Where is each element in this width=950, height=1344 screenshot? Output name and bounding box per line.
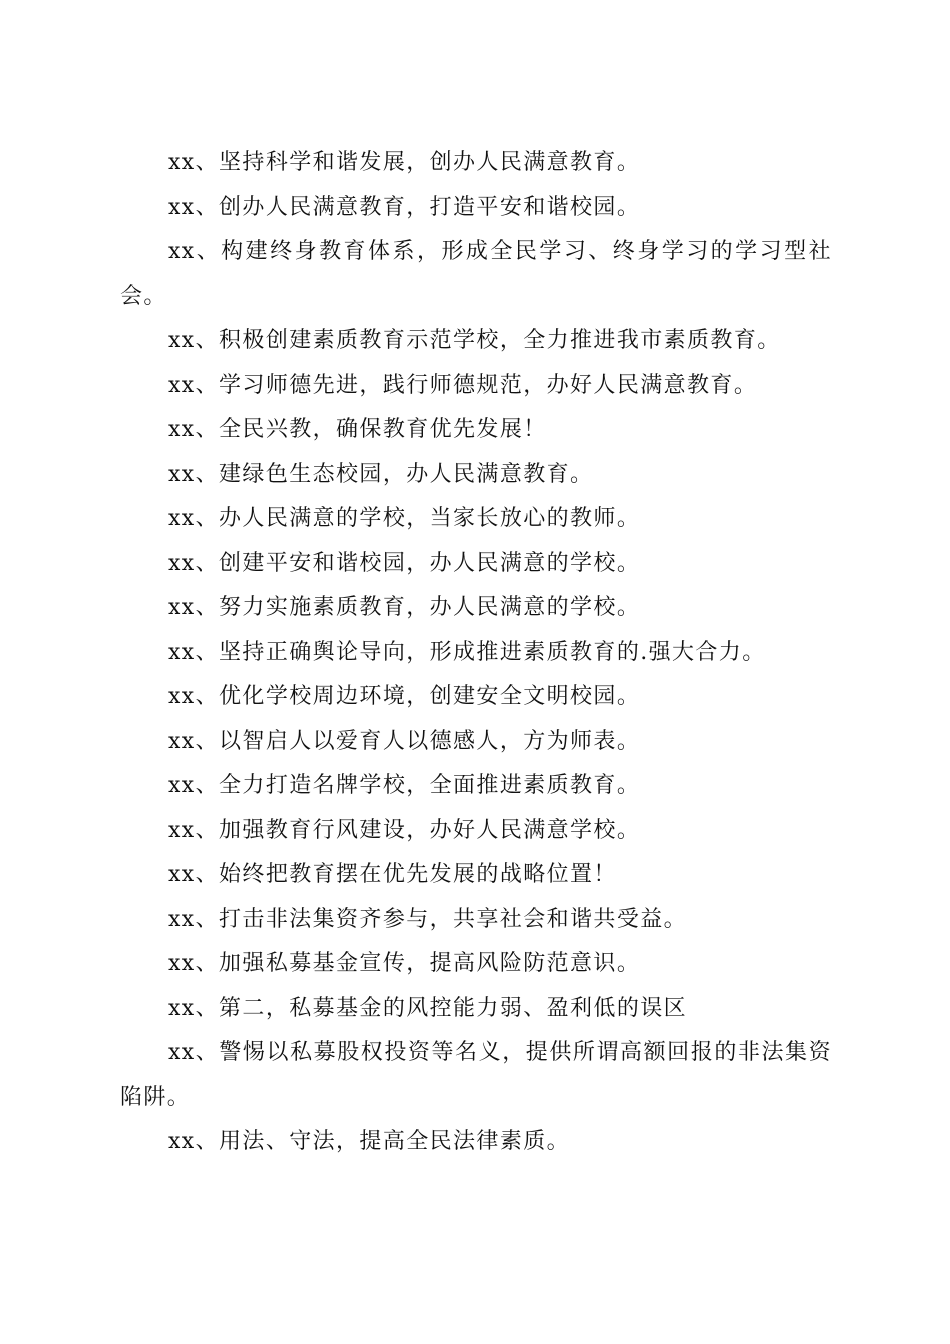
paragraph: xx、努力实施素质教育，办人民满意的学校。	[168, 595, 641, 620]
paragraph: xx、第二，私募基金的风控能力弱、盈利低的误区	[168, 995, 688, 1021]
paragraph: xx、坚持正确舆论导向，形成推进素质教育的.强大合力。	[168, 639, 766, 665]
paragraph: xx、全力打造名牌学校，全面推进素质教育。	[168, 773, 641, 798]
document-body	[120, 141, 832, 1165]
paragraph: xx、建绿色生态校园，办人民满意教育。	[168, 461, 594, 487]
paragraph: xx、办人民满意的学校，当家长放心的教师。	[168, 506, 641, 531]
paragraph: xx、用法、守法，提高全民法律素质。	[168, 1129, 571, 1154]
paragraph: xx、优化学校周边环境，创建安全文明校园。	[168, 684, 641, 709]
paragraph: xx、创办人民满意教育，打造平安和谐校园。	[168, 194, 641, 220]
paragraph: xx、学习师德先进，践行师德规范，办好人民满意教育。	[168, 372, 758, 398]
paragraph: xx、构建终身教育体系，形成全民学习、终身学习的学习型社会。	[120, 239, 832, 309]
paragraph: xx、打击非法集资齐参与，共享社会和谐共受益。	[168, 906, 688, 932]
paragraph: xx、加强教育行风建设，办好人民满意学校。	[168, 817, 641, 843]
paragraph: xx、创建平安和谐校园，办人民满意的学校。	[168, 550, 641, 576]
paragraph: xx、坚持科学和谐发展，创办人民满意教育。	[168, 150, 641, 175]
paragraph: xx、积极创建素质教育示范学校，全力推进我市素质教育。	[168, 328, 781, 353]
paragraph: xx、警惕以私募股权投资等名义，提供所谓高额回报的非法集资陷阱。	[120, 1040, 832, 1110]
paragraph: xx、始终把教育摆在优先发展的战略位置！	[168, 862, 617, 887]
paragraph: xx、以智启人以爱育人以德感人，方为师表。	[168, 728, 641, 754]
paragraph: xx、全民兴教，确保教育优先发展！	[168, 417, 547, 442]
paragraph: xx、加强私募基金宣传，提高风险防范意识。	[168, 951, 641, 976]
